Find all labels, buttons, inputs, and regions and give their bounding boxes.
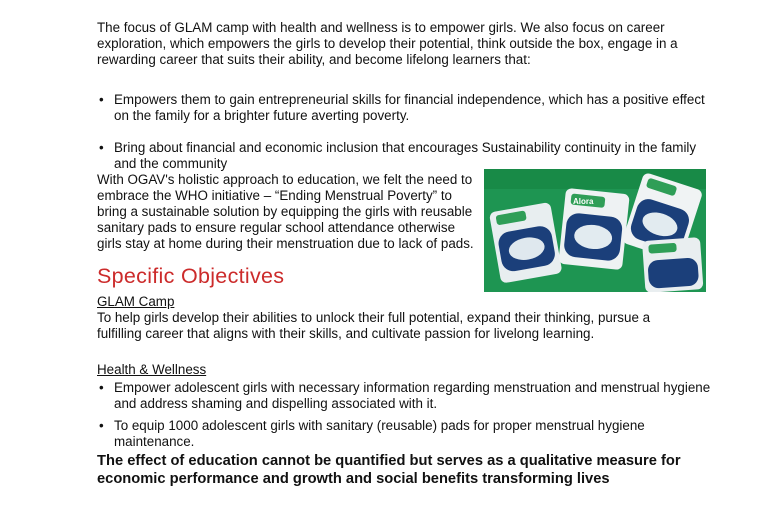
sanitary-pads-photo bbox=[484, 169, 706, 292]
closing-statement: The effect of education cannot be quantified but serves as a qualitative measure for economic performance and growth and social benefits transforming lives bbox=[97, 453, 681, 487]
list-item: • Bring about financial and economic inclusion that encourages Sustainability continuity in the family and the community bbox=[97, 140, 717, 172]
list-item: • To equip 1000 adolescent girls with sanitary (reusable) pads for proper menstrual hygiene maintenance. bbox=[97, 418, 722, 450]
list-item: • Empower adolescent girls with necessary information regarding menstruation and menstrual hygiene and address shaming and dispelling associated with it. bbox=[97, 380, 722, 412]
health-wellness-list bbox=[97, 380, 722, 456]
health-wellness-heading: Health & Wellness bbox=[97, 362, 207, 377]
intro-paragraph: The focus of GLAM camp with health and wellness is to empower girls. We also focus on career exploration, which empowers the girls to develop their potential, think outside the box, engage in a rewarding career that suits their ability, and become lifelong learners that: bbox=[97, 20, 678, 67]
section-title: Specific Objectives bbox=[97, 264, 285, 288]
list-item: • Empowers them to gain entrepreneurial skills for financial independence, which has a positive effect on the family for a brighter future averting poverty. bbox=[97, 92, 717, 124]
glam-camp-paragraph: To help girls develop their abilities to unlock their full potential, expand their thinking, pursue a fulfilling career that aligns with their skills, and cultivate passion for livelong learning. bbox=[97, 310, 651, 341]
glam-camp-heading: GLAM Camp bbox=[97, 294, 175, 309]
brand-label: Alora bbox=[573, 197, 594, 206]
who-initiative-paragraph: With OGAV's holistic approach to education, we felt the need to embrace the WHO initiative – “Ending Menstrual Poverty” to bring a sustainable solution by equipping the girls with reusable sanitary pads to ensure regular school attendance otherwise girls stay at home during their menstruation due to lack of pads. bbox=[97, 172, 474, 251]
sanitary-pads-illustration bbox=[484, 169, 706, 292]
